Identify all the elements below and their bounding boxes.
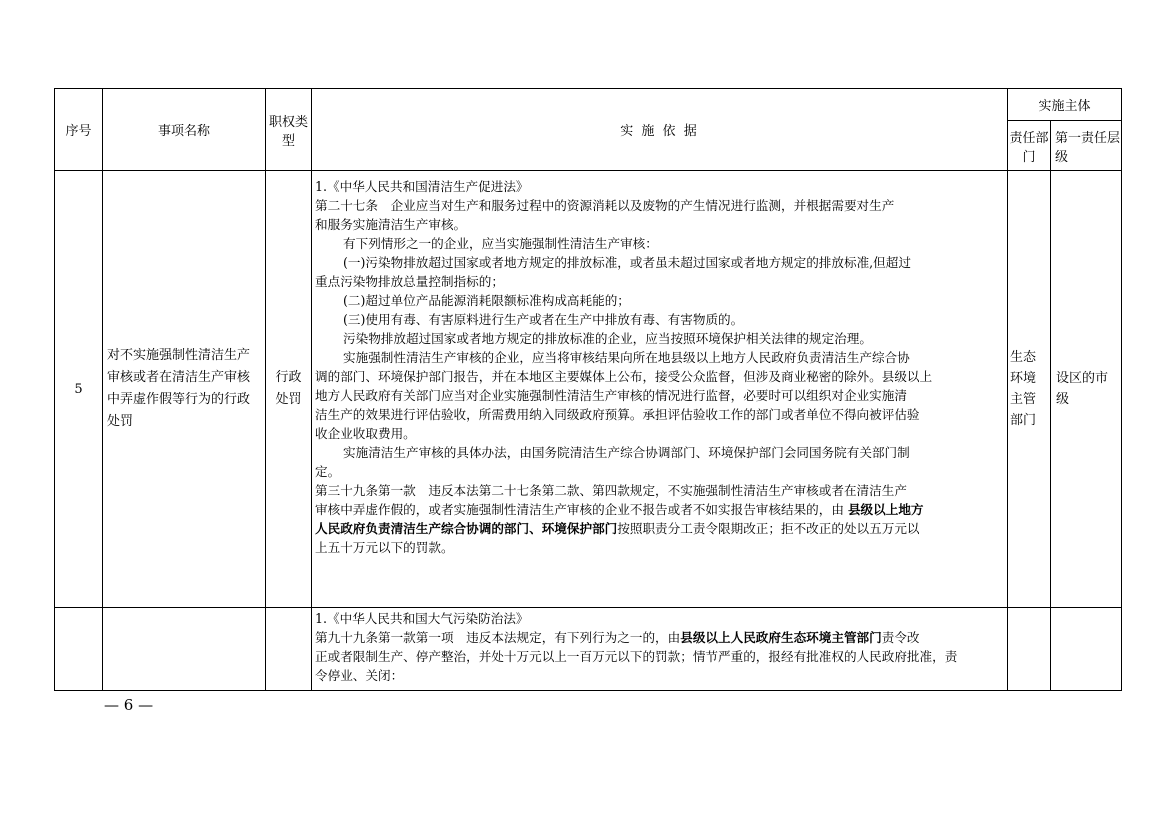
header-dept: 责任部门 bbox=[1008, 121, 1051, 171]
header-basis: 实 施 依 据 bbox=[312, 89, 1008, 171]
basis-text: 和服务实施清洁生产审核。 bbox=[315, 217, 467, 232]
table-row bbox=[55, 608, 1122, 691]
basis-line bbox=[315, 519, 1005, 538]
header-level: 第一责任层级 bbox=[1051, 121, 1122, 171]
row-dept: 生态环境主管部门 bbox=[1008, 171, 1051, 608]
row-type bbox=[266, 608, 312, 691]
basis-text: 上五十万元以下的罚款。 bbox=[315, 540, 454, 555]
row-seq bbox=[55, 608, 103, 691]
basis-text: 第二十七条 企业应当对生产和服务过程中的资源消耗以及废物的产生情况进行监测，并根据需要对生产 bbox=[315, 198, 895, 213]
basis-line bbox=[315, 538, 1005, 557]
basis-text: 收企业收取费用。 bbox=[315, 426, 416, 441]
basis-text: 地方人民政府有关部门应当对企业实施强制性清洁生产审核的情况进行监督，必要时可以组织对企业实施清 bbox=[315, 388, 907, 403]
basis-text: 重点污染物排放总量控制指标的； bbox=[315, 274, 504, 289]
basis-line bbox=[315, 500, 1005, 519]
basis-line bbox=[315, 215, 1005, 234]
basis-text: 定。 bbox=[315, 464, 341, 479]
basis-text: 第九十九条第一款第一项 违反本法规定，有下列行为之一的，由 bbox=[315, 630, 681, 645]
basis-text: 有下列情形之一的企业，应当实施强制性清洁生产审核： bbox=[343, 236, 658, 251]
basis-text: 审核中弄虚作假的，或者实施强制性清洁生产审核的企业不报告或者不如实报告审核结果的，由 bbox=[315, 502, 848, 517]
basis-bold-text: 县级以上人民政府生态环境主管部门 bbox=[680, 630, 882, 645]
basis-line bbox=[315, 310, 1005, 329]
basis-text: 1.《中华人民共和国清洁生产促进法》 bbox=[315, 179, 529, 194]
basis-line bbox=[315, 462, 1005, 481]
page-number: — 6 — bbox=[104, 696, 154, 714]
basis-line bbox=[315, 272, 1005, 291]
basis-line bbox=[315, 609, 1005, 628]
basis-line bbox=[315, 481, 1005, 500]
basis-text: 洁生产的效果进行评估验收，所需费用纳入同级政府预算。承担评估验收工作的部门或者单位不得向被评估验 bbox=[315, 407, 920, 422]
authority-table bbox=[54, 88, 1122, 691]
basis-line bbox=[315, 234, 1005, 253]
basis-line bbox=[315, 291, 1005, 310]
row-level bbox=[1051, 608, 1122, 691]
basis-text: 1.《中华人民共和国大气污染防治法》 bbox=[315, 611, 529, 626]
basis-text: 调的部门、环境保护部门报告，并在本地区主要媒体上公布，接受公众监督，但涉及商业秘密的除外。县级以上 bbox=[315, 369, 933, 384]
row-item-name: 对不实施强制性清洁生产审核或者在清洁生产审核中弄虚作假等行为的行政处罚 bbox=[103, 171, 266, 608]
row-item-name bbox=[103, 608, 266, 691]
header-subject: 实施主体 bbox=[1008, 89, 1122, 121]
basis-line bbox=[315, 443, 1005, 462]
row-type: 行政处罚 bbox=[266, 171, 312, 608]
basis-line bbox=[315, 367, 1005, 386]
row-basis bbox=[312, 171, 1008, 608]
basis-bold-text: 县级以上地方 bbox=[847, 502, 924, 517]
header-type: 职权类型 bbox=[266, 89, 312, 171]
basis-text: (三)使用有毒、有害原料进行生产或者在生产中排放有毒、有害物质的。 bbox=[343, 312, 744, 327]
row-level: 设区的市级 bbox=[1051, 171, 1122, 608]
table-row bbox=[55, 171, 1122, 608]
row-basis bbox=[312, 608, 1008, 691]
basis-text: 按照职责分工责令限期改正；拒不改正的处以五万元以 bbox=[617, 521, 920, 536]
basis-text: (一)污染物排放超过国家或者地方规定的排放标准，或者虽未超过国家或者地方规定的排放标准,但超过 bbox=[343, 255, 911, 270]
basis-text: 正或者限制生产、停产整治，并处十万元以上一百万元以下的罚款；情节严重的，报经有批准权的人民政府批准，责 bbox=[315, 649, 958, 664]
basis-text: 实施清洁生产审核的具体办法，由国务院清洁生产综合协调部门、环境保护部门会同国务院有关部门制 bbox=[343, 445, 910, 460]
basis-line bbox=[315, 253, 1005, 272]
basis-line bbox=[315, 424, 1005, 443]
basis-text: 令停业、关闭： bbox=[315, 668, 404, 683]
basis-bold-text: 人民政府负责清洁生产综合协调的部门、环境保护部门 bbox=[315, 521, 618, 536]
basis-text: (二)超过单位产品能源消耗限额标准构成高耗能的； bbox=[343, 293, 630, 308]
basis-line bbox=[315, 628, 1005, 647]
basis-line bbox=[315, 348, 1005, 367]
row-dept bbox=[1008, 608, 1051, 691]
basis-text: 责令改 bbox=[881, 630, 920, 645]
basis-line bbox=[315, 647, 1005, 666]
header-seq: 序号 bbox=[55, 89, 103, 171]
header-name: 事项名称 bbox=[103, 89, 266, 171]
basis-line bbox=[315, 386, 1005, 405]
basis-line bbox=[315, 177, 1005, 196]
basis-line bbox=[315, 666, 1005, 685]
basis-text: 实施强制性清洁生产审核的企业，应当将审核结果向所在地县级以上地方人民政府负责清洁生产综合协 bbox=[343, 350, 910, 365]
basis-line bbox=[315, 329, 1005, 348]
basis-line bbox=[315, 405, 1005, 424]
basis-line bbox=[315, 196, 1005, 215]
row-seq: 5 bbox=[55, 171, 103, 608]
basis-text: 第三十九条第一款 违反本法第二十七条第二款、第四款规定，不实施强制性清洁生产审核或者在清洁生产 bbox=[315, 483, 907, 498]
basis-text: 污染物排放超过国家或者地方规定的排放标准的企业，应当按照环境保护相关法律的规定治理。 bbox=[343, 331, 872, 346]
